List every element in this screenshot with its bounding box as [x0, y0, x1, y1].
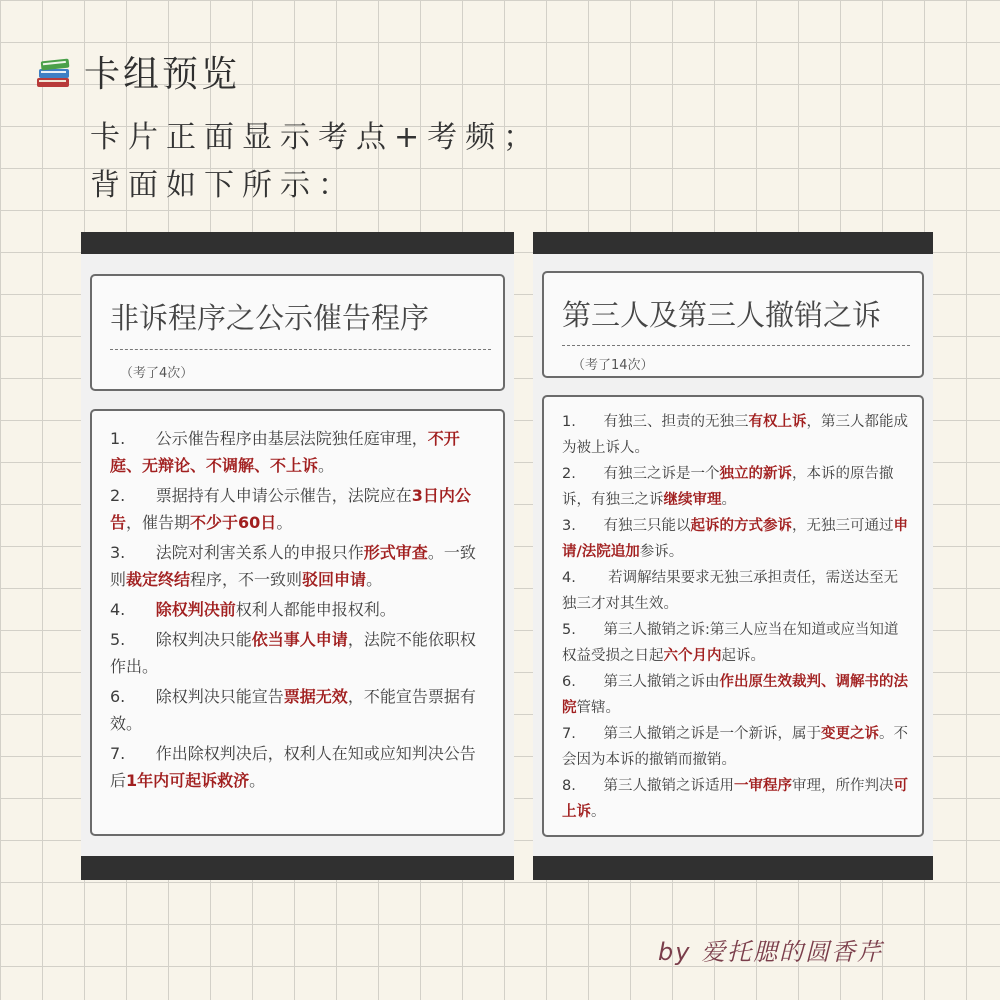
item-text: ，本诉的原告撤诉，有独三之诉 — [562, 466, 894, 508]
highlight-text: 除权判决前 — [155, 600, 236, 619]
header-title — [34, 46, 240, 96]
item-text: 票据持有人申请公示催告，法院应在 — [155, 486, 412, 505]
item-text: 除权判决只能宣告 — [155, 687, 284, 706]
list-item — [562, 461, 908, 513]
item-number: 1. — [110, 429, 126, 448]
list-item — [110, 596, 489, 623]
dashed-divider — [110, 349, 491, 350]
card-title-box — [542, 271, 924, 378]
item-text: 审理，所作判决 — [792, 778, 894, 794]
item-text: 程序，不一致则 — [190, 570, 303, 589]
highlight-text: 一审程序 — [734, 778, 792, 794]
item-text: 第三人撤销之诉是一个新诉，属于 — [603, 726, 821, 742]
item-text: 有独三之诉是一个 — [603, 466, 720, 482]
card-top-bar — [81, 232, 514, 254]
list-item — [562, 409, 908, 461]
card-bottom-bar — [81, 856, 514, 880]
item-text: 权利人都能申报权利。 — [235, 600, 396, 619]
subtitle-line-2: 背面如下所示： — [90, 168, 356, 203]
highlight-text: 六个月内 — [663, 648, 722, 664]
item-number: 2. — [562, 466, 576, 482]
item-text: 有独三只能以 — [603, 518, 691, 534]
card-right — [533, 232, 933, 880]
card-content-box — [542, 395, 924, 837]
item-text: 第三人撤销之诉:第三人应当在知道或应当知道权益受损之日起 — [562, 622, 899, 664]
item-text: 。不会因为本诉的撤销而撤销。 — [562, 726, 908, 768]
item-text: 公示催告程序由基层法院独任庭审理， — [155, 429, 428, 448]
item-text: 。一致则 — [110, 543, 476, 589]
list-item — [562, 721, 908, 773]
highlight-text: 1年内可起诉救济 — [126, 771, 250, 790]
dashed-divider — [562, 345, 910, 346]
item-text: 参诉。 — [639, 544, 684, 560]
highlight-text: 起诉的方式参诉 — [690, 518, 792, 534]
item-text: 管辖。 — [576, 700, 620, 716]
highlight-text: 依当事人申请 — [251, 630, 348, 649]
page-title: 卡组预览 — [84, 53, 241, 95]
item-text: 起诉。 — [721, 648, 765, 664]
item-text: 有独三、担责的无独三 — [603, 414, 749, 430]
item-text: 。 — [366, 570, 383, 589]
list-item — [110, 425, 489, 479]
item-text: 法院对利害关系人的申报只作 — [155, 543, 364, 562]
item-text: 除权判决只能 — [155, 630, 252, 649]
card-title-box — [90, 274, 505, 391]
card-left — [81, 232, 514, 880]
item-text: 。 — [276, 513, 293, 532]
highlight-text: 继续审理 — [663, 492, 722, 508]
highlight-text: 驳回申请 — [302, 570, 367, 589]
item-number: 3. — [110, 543, 126, 562]
item-number: 5. — [562, 622, 576, 638]
item-text: 第三人撤销之诉适用 — [603, 778, 734, 794]
card-title: 非诉程序之公示催告程序 — [110, 301, 430, 335]
item-text: ，催告期 — [126, 513, 191, 532]
point-list — [562, 409, 908, 825]
list-item — [110, 683, 489, 737]
list-item — [562, 617, 908, 669]
highlight-text: 裁定终结 — [126, 570, 191, 589]
item-number: 6. — [110, 687, 126, 706]
item-number: 2. — [110, 486, 126, 505]
item-number: 4. — [110, 600, 126, 619]
list-item — [110, 539, 489, 593]
list-item — [562, 513, 908, 565]
item-number: 1. — [562, 414, 576, 430]
item-text: ，无独三可通过 — [792, 518, 894, 534]
author-signature: by 爱托腮的圆香芹 — [658, 938, 884, 966]
card-bottom-bar — [533, 856, 933, 880]
highlight-text: 变更之诉 — [821, 726, 879, 742]
card-title: 第三人及第三人撤销之诉 — [562, 298, 882, 332]
highlight-text: 独立的新诉 — [719, 466, 792, 482]
highlight-text: 票据无效 — [283, 687, 348, 706]
item-number: 6. — [562, 674, 576, 690]
item-text: 若调解结果要求无独三承担责任，需送达至无独三才对其生效。 — [562, 570, 899, 612]
item-text: 第三人撤销之诉由 — [603, 674, 720, 690]
highlight-text: 申请/法院追加 — [562, 518, 908, 560]
highlight-text: 3日内公告 — [110, 486, 471, 532]
highlight-text: 形式审查 — [363, 543, 428, 562]
highlight-text: 作出原生效裁判、调解书的法院 — [562, 674, 908, 716]
item-text: 。 — [591, 804, 606, 820]
point-list — [110, 425, 489, 797]
books-icon — [34, 51, 74, 91]
item-text: 作出除权判决后，权利人在知或应知判决公告后 — [110, 744, 476, 790]
item-text: 。 — [721, 492, 736, 508]
list-item — [110, 626, 489, 680]
list-item — [562, 669, 908, 721]
exam-frequency: （考了14次） — [572, 358, 654, 373]
item-text: 。 — [249, 771, 266, 790]
list-item — [562, 773, 908, 825]
item-number: 3. — [562, 518, 576, 534]
highlight-text: 可上诉 — [562, 778, 908, 820]
list-item — [110, 482, 489, 536]
item-number: 8. — [562, 778, 576, 794]
item-text: ，不能宣告票据有效。 — [110, 687, 476, 733]
card-top-bar — [533, 232, 933, 254]
item-number: 5. — [110, 630, 126, 649]
highlight-text: 不少于60日 — [190, 513, 277, 532]
item-text: ，法院不能依职权作出。 — [110, 630, 476, 676]
exam-frequency: （考了4次） — [120, 366, 194, 381]
item-text: 。 — [318, 456, 335, 475]
list-item — [110, 740, 489, 794]
item-number: 4. — [562, 570, 576, 586]
card-content-box — [90, 409, 505, 836]
item-number: 7. — [562, 726, 576, 742]
highlight-text: 有权上诉 — [748, 414, 807, 430]
item-number: 7. — [110, 744, 126, 763]
item-text: ，第三人都能成为被上诉人。 — [562, 414, 908, 456]
highlight-text: 不开庭、无辩论、不调解、不上诉 — [110, 429, 460, 475]
list-item — [562, 565, 908, 617]
subtitle-line-1: 卡片正面显示考点+考频； — [90, 120, 542, 155]
